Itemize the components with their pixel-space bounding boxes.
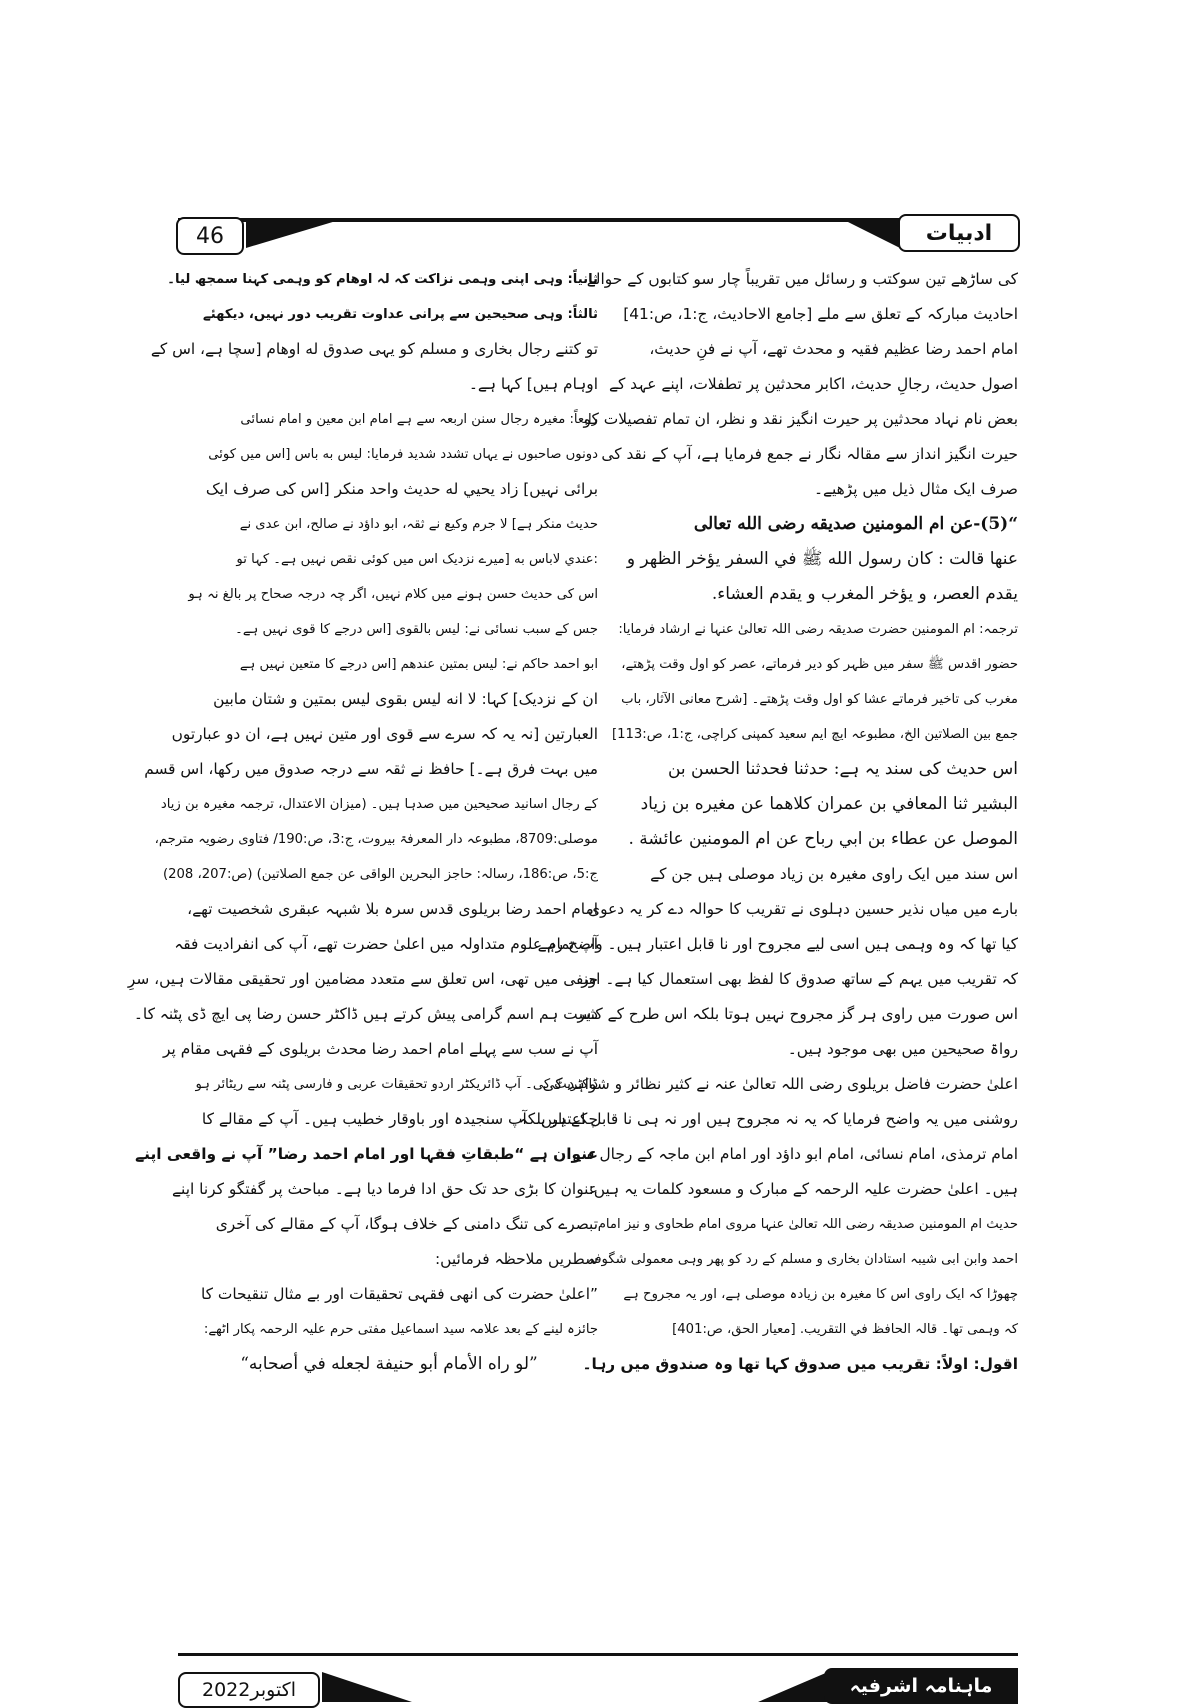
sanad-line: اس حدیث کی سند یہ ہے: حدثنا فحدثنا الحسن بن	[667, 759, 1018, 779]
text-line: حنفی میں تھی، اس تعلق سے متعدد مضامین اور تحقیقی مقالات ہیں، سرِ	[127, 970, 598, 988]
sanad-line: الموصل عن عطاء بن ابي رباح عن ام المومنين عائشة .	[628, 829, 1018, 849]
text-line: آپ نے سب سے پہلے امام احمد رضا محدث بریلوی کے فقہی مقام پر	[163, 1040, 598, 1058]
arabic-quote: ”لو راه الأمام أبو حنيفة لجعله في أصحابه“	[240, 1354, 538, 1374]
text-line: اوہام ہیں] کہا ہے۔	[468, 375, 598, 393]
text-line: اس کی حدیث حسن ہونے میں کلام نہیں، اگر چہ درجہ صحاح پر بالغ نہ ہو	[188, 587, 598, 602]
text-line: کیا تھا کہ وہ وہمی ہیں اسی لیے مجروح اور نا قابل اعتبار ہیں۔ واضح رہے	[537, 935, 1018, 953]
footer-wedge-left	[322, 1672, 412, 1702]
page-number: 46	[176, 217, 244, 255]
text-line: روشنی میں یہ واضح فرمایا کہ یہ نہ مجروح ہیں اور نہ ہی نا قابل اعتبار بلکہ	[518, 1110, 1018, 1128]
sanad-line: البشير ثنا المعافي بن عمران كلاهما عن مغيره بن زياد	[640, 794, 1018, 814]
text-line: تبصرے کی تنگ دامنی کے خلاف ہوگا، آپ کے مقالے کی آخری	[215, 1215, 598, 1233]
text-line: بارے میں میاں نذیر حسین دہلوی نے تقریب کا حوالہ دے کر یہ دعوی	[588, 900, 1018, 918]
citation-line: ج:5، ص:186، رسالہ: حاجز البحرین الواقی عن جمع الصلاتین) (ص:207، 208)	[162, 867, 598, 882]
magazine-name: ماہنامہ اشرفیہ	[824, 1668, 1018, 1704]
text-line: امام ترمذی، امام نسائی، امام ابو داؤد اور امام ابن ماجہ کے رجال سے	[572, 1145, 1018, 1163]
citation-line: موصلی:8709، مطبوعہ دار المعرفۃ بیروت، ج:3، ص:190/ فتاوی رضویہ مترجم،	[154, 832, 598, 847]
quote-line: حدیث ام المومنین صدیقہ رضی اللہ تعالیٰ عنہا مروی امام طحاوی و نیز امام	[597, 1217, 1018, 1232]
hadith-text: يقدم العصر، و يؤخر المغرب و يقدم العشاء.	[711, 584, 1018, 604]
quote-line: احمد وابن ابی شیبہ استادان بخاری و مسلم کے رد کو پھر وہی معمولی شگوفہ	[587, 1252, 1018, 1267]
quote-line: ”اعلیٰ حضرت کی انھی فقہی تحقیقات اور بے مثال تنقیحات کا	[200, 1285, 598, 1303]
text-line: ہیں۔ اعلیٰ حضرت علیہ الرحمہ کے مبارک و مسعود کلمات یہ ہیں:	[588, 1180, 1018, 1198]
text-line: ثانیاً: وہی اپنی وہمی نزاکت کہ لہ اوھام کو وہمی کہنا سمجھ لیا۔	[167, 272, 598, 287]
text-line: دست ہم اسم گرامی پیش کرتے ہیں ڈاکٹر حسن رضا پی ایچ ڈی پٹنہ کا۔	[133, 1005, 598, 1023]
text-line: کہ تقریب میں یہم کے ساتھ صدوق کا لفظ بھی استعمال کیا ہے۔ اور	[581, 970, 1018, 988]
text-line: عنوان کا بڑی حد تک حق ادا فرما دیا ہے۔ مباحث پر گفتگو کرنا اپنے	[172, 1180, 598, 1198]
quote-line: جائزہ لینے کے بعد علامہ سید اسماعیل مفتی حرم علیہ الرحمہ پکار اٹھے:	[203, 1322, 598, 1337]
hadith-heading: “(5)-عن ام المومنين صديقه رضى الله تعالى	[693, 514, 1018, 534]
text-line: اصول حدیث، رجالِ حدیث، اکابر محدثین پر تطفلات، اپنے عہد کے	[608, 375, 1018, 393]
text-line: جس کے سبب نسائی نے: ليس بالقوى [اس درجے کا قوی نہیں ہے۔	[235, 622, 598, 637]
aqool-line: اقول: اولاً: تقریب میں صدوق کہا تھا وہ صندوق میں رہا۔	[582, 1355, 1018, 1373]
citation-line: جمع بین الصلاتین الخ، مطبوعہ ایچ ایم سعید کمپنی کراچی، ج:1، ص:113]	[611, 727, 1018, 742]
text-line: اس صورت میں راوی ہر گز مجروح نہیں ہوتا بلکہ اس طرح کے کثیر	[577, 1005, 1018, 1023]
text-line: ابو احمد حاکم نے: ليس بمتين عندهم [اس درجے کا متعین نہیں ہے	[239, 657, 598, 672]
text-line: اعلیٰ حضرت فاضل بریلوی رضی اللہ تعالیٰ عنہ نے کثیر نظائر و شواہد کی	[542, 1075, 1018, 1093]
hadith-text: عنها قالت : كان رسول الله ﷺ في السفر يؤخر الظهر و	[626, 549, 1018, 569]
text-line: حدیث منکر ہے] لا جرم وکیع نے ثقہ، ابو داؤد نے صالح، ابن عدی نے	[239, 517, 598, 532]
text-line: میں بہت فرق ہے۔] حافظ نے ثقہ سے درجہ صدوق میں رکھا، اس قسم	[144, 760, 598, 778]
text-line: تو کتنے رجال بخاری و مسلم کو یہی صدوق له اوهام [سچا ہے، اس کے	[150, 340, 598, 358]
text-line: امام احمد رضا بریلوی قدس سرہ بلا شبہہ عبقری شخصیت تھے،	[187, 900, 598, 918]
text-line: سطریں ملاحظہ فرمائیں:	[435, 1250, 598, 1268]
translation-line: مغرب کی تاخیر فرماتے عشا کو اول وقت پڑھتے۔ [شرح معانی الآثار، باب	[621, 692, 1018, 707]
text-line: العبارتين [نہ یہ کہ سرے سے قوی اور متین نہیں ہے، ان دو عبارتوں	[171, 725, 598, 743]
text-line: رابعاً: مغیرہ رجال سنن اربعہ سے ہے امام ابن معین و امام نسائی	[240, 412, 598, 427]
text-line: رواۃ صحیحین میں بھی موجود ہیں۔	[787, 1040, 1018, 1058]
text-line: حیرت انگیز انداز سے مقالہ نگار نے جمع فرمایا ہے، آپ کے نقد کی	[601, 445, 1018, 463]
text-line: آپ تمام علوم متداولہ میں اعلیٰ حضرت تھے، آپ کی انفرادیت فقہ	[174, 935, 598, 953]
header-wedge-left	[246, 218, 346, 248]
text-line: صرف ایک مثال ذیل میں پڑھیے۔	[813, 480, 1018, 498]
text-line: کی ساڑھے تین سوکتب و رسائل میں تقریباً چار سو کتابوں کے حوالے	[586, 270, 1018, 288]
text-line: چکے ہیں۔ آپ سنجیدہ اور باوقار خطیب ہیں۔ آپ کے مقالے کا	[201, 1110, 598, 1128]
text-line: احادیث مبارکہ کے تعلق سے ملے [جامع الاحادیث، ج:1، ص:41]	[623, 305, 1018, 323]
translation-line: حضور اقدس ﷺ سفر میں ظہر کو دیر فرماتے، عصر کو اول وقت پڑھتے،	[621, 657, 1018, 672]
issue-date: اکتوبر2022	[178, 1672, 320, 1708]
text-line: دونوں صاحبوں نے یہاں تشدد شدید فرمایا: ليس به باس [اس میں کوئی	[208, 447, 598, 462]
text-line: اس سند میں ایک راوی مغیرہ بن زیاد موصلی ہیں جن کے	[650, 865, 1018, 883]
translation-line: ترجمہ: ام المومنین حضرت صدیقہ رضی اللہ تعالیٰ عنہا نے ارشاد فرمایا:	[618, 622, 1018, 637]
text-line: ان کے نزدیک] کہا: لا انه ليس بقوى ليس بمتين و شتان مابين	[213, 690, 598, 708]
text-line: :عندي لاباس به [میرے نزدیک اس میں کوئی نقص نہیں ہے۔ کہا تو	[236, 552, 598, 567]
footer-wedge-right	[758, 1672, 828, 1702]
text-line: بعض نام نہاد محدثین پر حیرت انگیز نقد و نظر، ان تمام تفصیلات کو	[583, 410, 1018, 428]
quote-line: کہ وہمی تھا۔ قالہ الحافظ في التقريب. [معیار الحق، ص:401]	[672, 1322, 1018, 1337]
header-wedge-right	[840, 218, 900, 248]
article-title-line: عنوان ہے “طبقاتِ فقہا اور امام احمد رضا” آپ نے واقعی اپنے	[135, 1145, 598, 1163]
text-line: ڈاکٹریٹ کی۔ آپ ڈائریکٹر اردو تحقیقات عربی و فارسی پٹنہ سے ریٹائر ہو	[195, 1077, 598, 1092]
text-line: ثالثاً: وہی صحیحین سے پرانی عداوت تقریب دور نہیں، دیکھئے	[203, 307, 598, 322]
left-column	[127, 262, 598, 1662]
section-title: ادبیات	[898, 214, 1020, 252]
text-line: برائی نہیں] زاد يحيي له حديث واحد منكر [اس کی صرف ایک	[205, 480, 598, 498]
footer-rule	[178, 1653, 1018, 1656]
quote-line: چھوڑا کہ ایک راوی اس کا مغیرہ بن زیادہ موصلی ہے، اور یہ مجروح ہے	[623, 1287, 1018, 1302]
text-line: امام احمد رضا عظیم فقیہ و محدث تھے، آپ نے فنِ حدیث،	[649, 340, 1018, 358]
citation-line: کے رجال اسانید صحیحین میں صدہا ہیں۔ (میزان الاعتدال، ترجمہ مغیرہ بن زیاد	[160, 797, 598, 812]
